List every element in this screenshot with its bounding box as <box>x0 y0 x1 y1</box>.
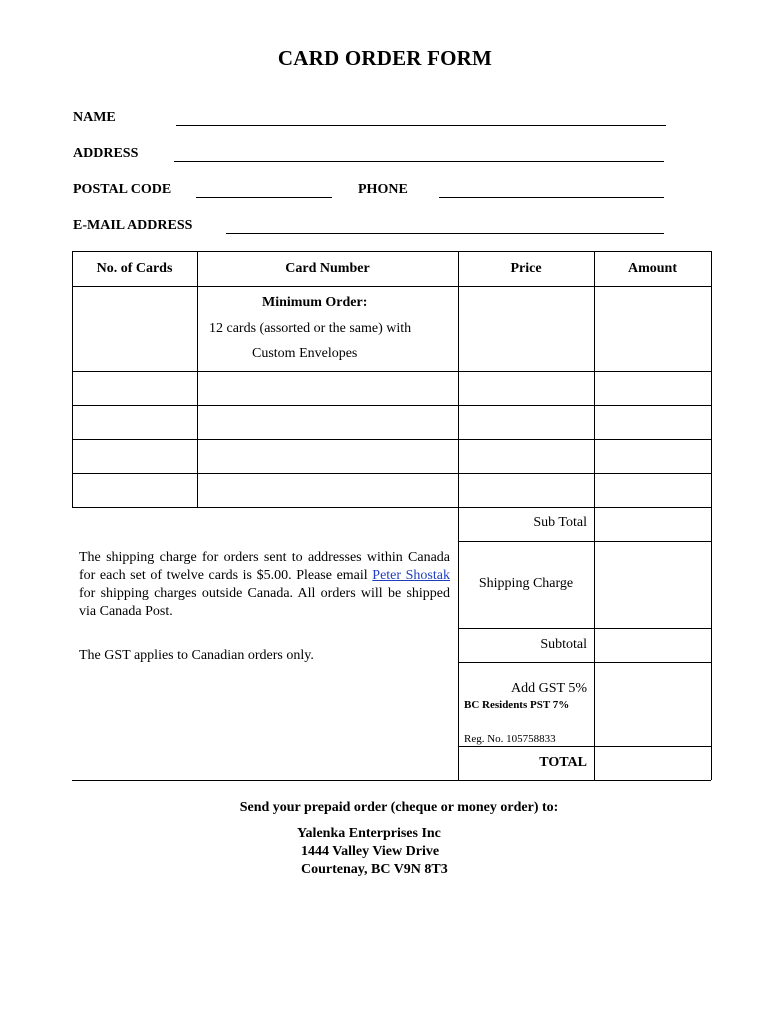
address-label: ADDRESS <box>73 146 139 161</box>
city-postal: Courtenay, BC V9N 8T3 <box>301 862 448 877</box>
phone-label: PHONE <box>358 182 408 197</box>
minimum-order-detail: 12 cards (assorted or the same) with <box>209 321 412 336</box>
table-col-rule <box>594 251 595 780</box>
table-row-rule <box>72 371 711 372</box>
address-field-line <box>174 161 664 162</box>
col-header-card-number: Card Number <box>285 261 370 276</box>
table-header-rule <box>72 286 711 287</box>
shipping-note-text: The shipping charge for orders sent to addresses within Canada for each set of twelve cards is $5.00. Please email <box>79 550 450 583</box>
table-row-rule <box>72 507 711 508</box>
totals-rule <box>458 628 711 629</box>
table-row-rule <box>72 439 711 440</box>
col-header-no-of-cards: No. of Cards <box>96 261 173 276</box>
table-border-right <box>711 251 712 780</box>
email-link[interactable]: Peter Shostak <box>372 568 450 583</box>
company-name: Yalenka Enterprises Inc <box>297 826 441 841</box>
table-border-left <box>72 251 73 507</box>
postal-code-field[interactable] <box>198 180 330 196</box>
totals-rule <box>458 746 711 747</box>
totals-rule <box>458 541 711 542</box>
email-field[interactable] <box>228 216 662 232</box>
phone-field-line <box>439 197 664 198</box>
email-field-line <box>226 233 664 234</box>
minimum-order-envelopes: Custom Envelopes <box>252 346 358 361</box>
table-border-top <box>72 251 711 252</box>
email-label: E-MAIL ADDRESS <box>73 218 193 233</box>
name-field[interactable] <box>178 108 664 124</box>
shipping-note-text-2: for shipping charges outside Canada. All orders will be shipped via Canada Post. <box>79 586 450 619</box>
send-instruction: Send your prepaid order (cheque or money order) to: <box>239 800 559 815</box>
minimum-order-heading: Minimum Order: <box>262 295 368 310</box>
shipping-note <box>79 549 450 621</box>
name-label: NAME <box>73 110 116 125</box>
form-title: CARD ORDER FORM <box>277 46 493 70</box>
phone-field[interactable] <box>441 180 662 196</box>
street-address: 1444 Valley View Drive <box>301 844 440 859</box>
reg-number: Reg. No. 105758833 <box>464 733 556 745</box>
add-gst-label: Add GST 5% <box>511 681 587 696</box>
table-row-rule <box>72 405 711 406</box>
table-border-bottom <box>72 780 711 781</box>
name-field-line <box>176 125 666 126</box>
bc-pst-label: BC Residents PST 7% <box>464 699 570 711</box>
col-header-amount: Amount <box>627 261 677 276</box>
address-field[interactable] <box>176 144 662 160</box>
col-header-price: Price <box>510 261 542 276</box>
postal-code-field-line <box>196 197 332 198</box>
sub-total-label: Sub Total <box>533 515 587 530</box>
shipping-charge-label: Shipping Charge <box>478 576 574 591</box>
table-row-rule <box>72 473 711 474</box>
subtotal-label: Subtotal <box>540 637 587 652</box>
totals-rule <box>458 662 711 663</box>
gst-note: The GST applies to Canadian orders only. <box>79 648 314 663</box>
postal-code-label: POSTAL CODE <box>73 182 172 197</box>
total-label: TOTAL <box>539 755 587 770</box>
table-col-rule <box>197 251 198 507</box>
